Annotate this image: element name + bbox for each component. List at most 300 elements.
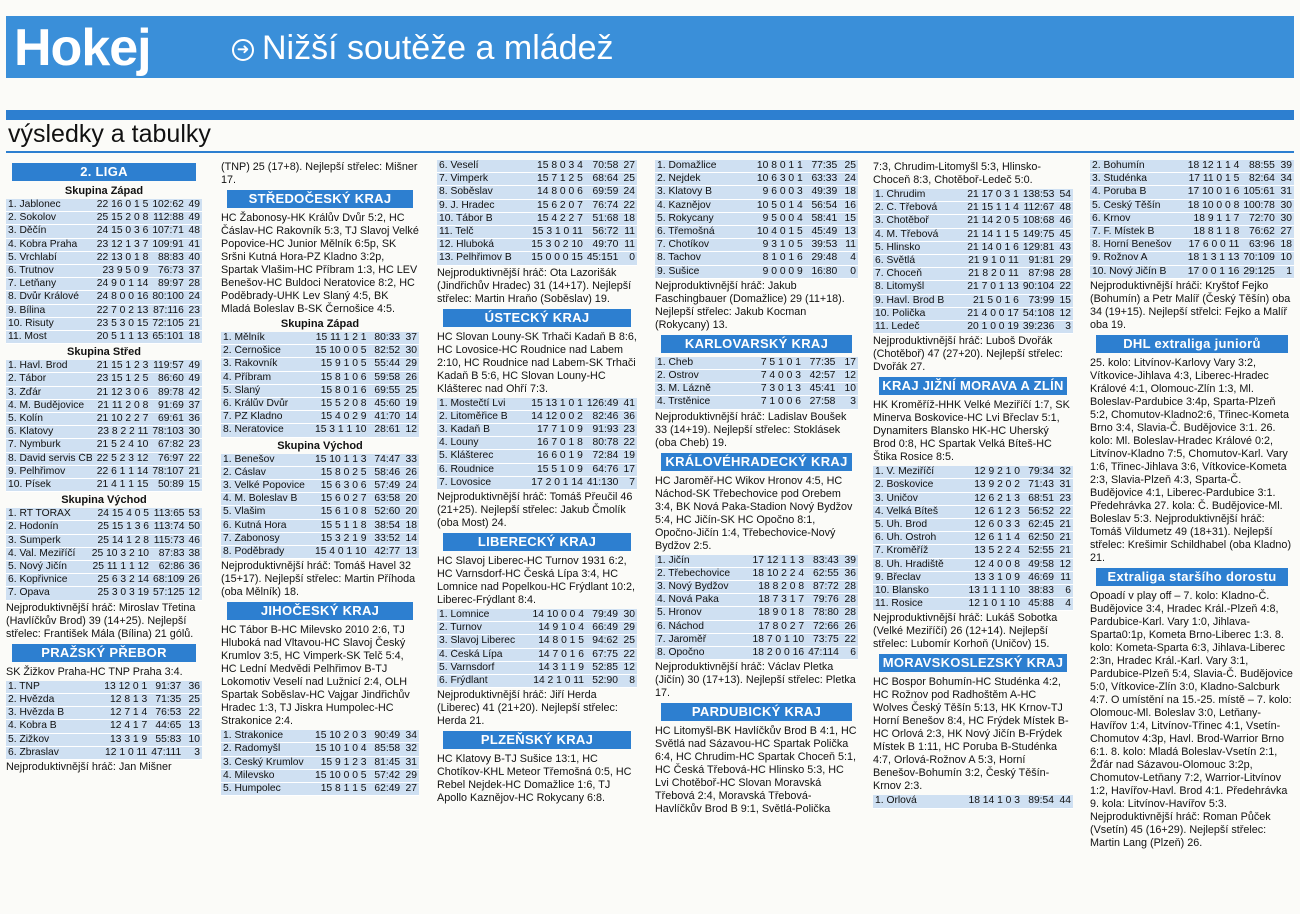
table-row: [6, 399, 202, 412]
table-row: [1090, 226, 1294, 239]
points-cell: 29: [402, 769, 419, 782]
table-row: [6, 291, 202, 304]
region-header: LIBERECKÝ KRAJ: [443, 533, 631, 551]
score-cell: 69:61: [150, 413, 186, 426]
team-name-cell: 2. Ostrov: [655, 370, 744, 383]
record-cell: 14 8 0 1 5: [525, 635, 586, 648]
score-cell: 44:65: [149, 720, 183, 733]
record-cell: 21 8 2 0 11: [961, 268, 1021, 281]
table-row: [437, 635, 637, 648]
record-cell: 7 3 0 1 3: [744, 383, 803, 396]
points-cell: 22: [620, 199, 637, 212]
results-text: HC Litomyšl-BK Havlíčkův Brod B 4:1, HC Světlá nad Sázavou-HC Spartak Polička 6:4, HC Chrudim-HC Spartak Choceň 5:1, HC Česká Třebová-HC Hlinsko 5:3, HC Lvi Chotěboř-HC Slovan Moravská Třebová 2:4, Moravská Třebová-Havlíčkův Brod B 9:1, Světlá-Polička: [655, 725, 857, 816]
team-name-cell: 11. Rosice: [873, 598, 961, 611]
points-cell: 36: [183, 681, 202, 694]
table-row: [1090, 239, 1294, 252]
score-cell: 49:70: [585, 239, 621, 252]
points-cell: 11: [620, 239, 637, 252]
score-cell: 52:85: [586, 661, 620, 674]
standings-table: [437, 609, 637, 688]
score-cell: 56:52: [1022, 505, 1056, 518]
table-row: [6, 534, 202, 547]
table-row: [873, 532, 1073, 545]
points-cell: 21: [1056, 532, 1073, 545]
table-row: [6, 521, 202, 534]
team-name-cell: 6. Klatovy: [6, 426, 92, 439]
table-row: [6, 360, 202, 373]
table-row: [6, 508, 202, 521]
team-name-cell: 2. Sokolov: [6, 212, 92, 225]
record-cell: 12 6 0 3 3: [961, 519, 1022, 532]
table-row: [6, 439, 202, 452]
points-cell: 6: [1056, 585, 1073, 598]
record-cell: 21 12 3 0 6: [92, 386, 150, 399]
points-cell: 42: [186, 386, 202, 399]
team-name-cell: 11. Ledeč: [873, 321, 961, 334]
points-cell: 20: [402, 493, 419, 506]
team-name-cell: 3. Hvězda B: [6, 707, 92, 720]
points-cell: 22: [186, 452, 202, 465]
record-cell: 15 10 2 0 3: [308, 730, 368, 743]
record-cell: 12 6 1 1 4: [961, 532, 1022, 545]
results-text: HC Slavoj Liberec-HC Turnov 1931 6:2, HC Varnsdorf-HC Česká Lípa 3:4, HC Lomnice nad Popelkou-HC Frýdlant 10:2, Liberec-Frýdlant 8:4.: [437, 555, 636, 607]
score-cell: 54:108: [1022, 307, 1055, 319]
record-cell: 15 6 0 2 7: [308, 493, 368, 506]
record-cell: 17 10 0 1 6: [1180, 186, 1242, 199]
points-cell: 32: [1056, 466, 1073, 479]
score-cell: 52:60: [369, 506, 403, 519]
standings-table: [221, 730, 419, 796]
score-cell: 100:78: [1243, 199, 1275, 211]
team-name-cell: 3. Nový Bydžov: [655, 581, 744, 594]
points-cell: 12: [402, 424, 419, 437]
record-cell: 23 15 1 2 5: [92, 373, 150, 386]
table-row: [437, 160, 637, 173]
score-cell: 88:83: [150, 251, 186, 264]
table-row: [437, 661, 637, 674]
record-cell: 22 6 1 1 14: [92, 465, 150, 478]
record-cell: 25 11 1 1 12: [90, 561, 151, 574]
stats-note: Nejproduktivnější hráč: Tomáš Přeučil 46 (21+25). Nejlepší střelec: Jakub Čmolík (oba Most) 24.: [437, 491, 633, 530]
record-cell: 20 5 1 1 13: [92, 331, 150, 344]
score-cell: 82:52: [369, 345, 403, 358]
points-cell: 12: [1056, 558, 1073, 571]
team-name-cell: 2. Černošice: [221, 345, 308, 358]
record-cell: 17 8 0 2 7: [744, 620, 806, 633]
results-text: 25. kolo: Litvínov-Karlovy Vary 3:2, Vítkovice-Jihlava 4:3, Liberec-Hradec Králové 4:1, Olomouc-Zlín 1:3, Ml. Boleslav-Pardubice 3:4p, Sparta-Plzeň 5:2, Chomutov-Kladno2:6, Třinec-Kometa Brno 3:4, Slavia-Č. Budějovice 3:1. 26. kolo: Ml. Boleslav-Hradec Králové 0:2, Litvínov-Kladno 7:5, Chomutov-Karl. Vary 1:6, Třinec-Jihlava 3:6, Vítkovice-Kometa 2:3, Slavia-Plzeň 4:3, Sparta-Č. Budějovice 4:1, Liberec-Pardubice 3:1. Předehrávka 27. kola: Č. Budějovice-Ml. Boleslav 5:3. Nejproduktivnější hráč: Tomáš Vildumetz 49 (18+31). Nejlepší střelec: Krešimir Schildhabel (oba Kladno) 21.: [1090, 356, 1292, 564]
table-row: [437, 437, 637, 450]
points-cell: 10: [837, 383, 858, 396]
team-name-cell: 5. Vlašim: [221, 506, 308, 519]
points-cell: 45: [1056, 228, 1073, 241]
points-cell: 34: [402, 730, 419, 743]
table-row: [221, 398, 419, 411]
region-header: STŘEDOČESKÝ KRAJ: [227, 190, 413, 208]
score-cell: 57:49: [369, 480, 403, 493]
record-cell: 17 2 0 1 14: [525, 476, 585, 489]
table-row: [6, 304, 202, 317]
table-row: [655, 633, 858, 646]
record-cell: 15 5 2 0 8: [308, 398, 368, 411]
score-cell: 74:47: [369, 454, 403, 467]
score-cell: 16:80: [805, 265, 840, 278]
points-cell: 12: [1056, 307, 1073, 320]
page-subtitle: Nižší soutěže a mládež: [262, 29, 614, 67]
score-cell: 52:55: [1022, 545, 1056, 558]
points-cell: 26: [841, 620, 858, 633]
points-cell: 39: [1277, 160, 1294, 173]
points-cell: 14: [402, 411, 419, 424]
team-name-cell: 1. Strakonice: [221, 730, 308, 743]
score-cell: 27:58: [803, 396, 838, 409]
score-cell: 52:90: [586, 675, 620, 688]
record-cell: 21 10 2 2 7: [92, 413, 150, 426]
team-name-cell: 2. Hvězda: [6, 693, 92, 706]
score-cell: 87:116: [150, 304, 186, 317]
team-name-cell: 3. Uničov: [873, 492, 961, 505]
record-cell: 15 4 2 2 7: [525, 212, 585, 225]
points-cell: 19: [620, 450, 637, 463]
team-name-cell: 6. Zbraslav: [6, 746, 92, 759]
points-cell: 37: [186, 265, 202, 278]
record-cell: 15 5 1 0 9: [525, 463, 585, 476]
points-cell: 23: [186, 304, 202, 317]
record-cell: 16 7 0 1 8: [525, 437, 585, 450]
score-cell: 77:35: [803, 357, 838, 370]
score-cell: 109:91: [152, 238, 184, 250]
points-cell: 24: [402, 480, 419, 493]
score-cell: 129:81: [1022, 241, 1055, 253]
record-cell: 17 6 0 0 11: [1180, 239, 1242, 252]
record-cell: 22 16 0 1 5: [92, 199, 150, 212]
score-cell: 46:69: [1022, 571, 1056, 584]
record-cell: 17 11 0 1 5: [1180, 173, 1242, 186]
table-row: [655, 370, 858, 383]
record-cell: 14 2 1 0 11: [525, 675, 586, 688]
points-cell: 24: [839, 173, 858, 186]
points-cell: 29: [1056, 255, 1073, 268]
points-cell: 22: [1056, 505, 1073, 518]
score-cell: 76:74: [585, 199, 621, 212]
score-cell: 28:61: [369, 424, 403, 437]
table-row: [6, 574, 202, 587]
points-cell: 3: [837, 396, 858, 409]
score-cell: 69:59: [585, 186, 621, 199]
team-name-cell: 3. Český Krumlov: [221, 756, 308, 769]
score-cell: 57:42: [369, 769, 403, 782]
record-cell: 15 8 1 1 5: [308, 783, 368, 796]
points-cell: 18: [402, 519, 419, 532]
record-cell: 15 6 1 0 8: [308, 506, 368, 519]
points-cell: 22: [183, 707, 202, 720]
points-cell: 31: [1056, 479, 1073, 492]
points-cell: 30: [186, 426, 202, 439]
table-row: [6, 561, 202, 574]
table-row: [873, 255, 1073, 268]
team-name-cell: 10. Nový Jičín B: [1090, 265, 1180, 278]
record-cell: 25 15 2 0 8: [92, 212, 150, 225]
score-cell: 45:60: [369, 398, 403, 411]
region-header: KARLOVARSKÝ KRAJ: [661, 335, 852, 353]
team-name-cell: 4. Velká Bíteš: [873, 505, 961, 518]
team-name-cell: 7. Jaroměř: [655, 633, 744, 646]
points-cell: 41: [620, 398, 637, 411]
table-row: [221, 769, 419, 782]
score-cell: 70:58: [585, 160, 621, 173]
score-cell: 89:97: [150, 278, 186, 291]
team-name-cell: 9. Břeclav: [873, 571, 961, 584]
points-cell: 26: [402, 466, 419, 479]
table-row: [873, 321, 1073, 334]
standings-table: [221, 332, 419, 438]
team-name-cell: 8. Uh. Hradiště: [873, 558, 961, 571]
record-cell: 15 8 0 3 4: [525, 160, 585, 173]
score-cell: 113:65: [151, 508, 187, 521]
team-name-cell: 6. Kopřivnice: [6, 574, 90, 587]
table-row: [221, 358, 419, 371]
team-name-cell: 2. Tábor: [6, 373, 92, 386]
score-cell: 38:83: [1022, 585, 1056, 598]
record-cell: 21 14 0 1 6: [961, 241, 1021, 254]
points-cell: 11: [620, 226, 637, 239]
stats-note: Nejproduktivnější hráč: Jiří Herda (Liberec) 41 (21+20). Nejlepší střelec: Herda 21.: [437, 689, 618, 728]
score-cell: 76:53: [149, 707, 183, 720]
group-title: Skupina Střed: [67, 346, 141, 359]
points-cell: 46: [1056, 215, 1073, 228]
team-name-cell: 5. Hronov: [655, 607, 744, 620]
points-cell: 23: [186, 439, 202, 452]
points-cell: 41: [186, 238, 202, 251]
record-cell: 10 8 0 1 1: [744, 160, 804, 173]
record-cell: 21 7 0 1 13: [961, 281, 1021, 294]
score-cell: 45:151: [586, 252, 619, 264]
record-cell: 24 15 4 0 5: [90, 508, 151, 521]
table-row: [6, 547, 202, 560]
record-cell: 15 9 1 0 5: [308, 358, 368, 371]
score-cell: 42:77: [369, 546, 403, 559]
score-cell: 39:53: [805, 239, 840, 252]
score-cell: 68:51: [1022, 492, 1056, 505]
points-cell: 15: [1056, 294, 1073, 307]
team-name-cell: 8. Dvůr Králové: [6, 291, 92, 304]
team-name-cell: 2. Radomyšl: [221, 743, 308, 756]
record-cell: 15 6 2 0 7: [525, 199, 585, 212]
team-name-cell: 5. Hlinsko: [873, 241, 961, 254]
points-cell: 28: [841, 594, 858, 607]
team-name-cell: 4. Kaznějov: [655, 199, 744, 212]
group-title: Skupina Východ: [61, 494, 147, 507]
team-name-cell: 8. Opočno: [655, 647, 744, 660]
score-cell: 56:72: [585, 226, 621, 239]
team-name-cell: 6. Veselí: [437, 160, 525, 173]
points-cell: 36: [841, 567, 858, 580]
team-name-cell: 6. Roudnice: [437, 463, 525, 476]
table-row: [221, 384, 419, 397]
team-name-cell: 10. Řisuty: [6, 317, 92, 330]
arrow-right-icon: ➜: [232, 39, 254, 61]
score-cell: 90:104: [1022, 281, 1055, 293]
team-name-cell: 9. J. Hradec: [437, 199, 525, 212]
record-cell: 18 8 1 1 8: [1180, 226, 1242, 239]
score-cell: 107:71: [152, 225, 184, 237]
score-cell: 51:68: [585, 212, 621, 225]
team-name-cell: 7. Opava: [6, 587, 90, 600]
table-row: [655, 239, 858, 252]
table-row: [655, 173, 858, 186]
record-cell: 21 9 1 0 11: [961, 255, 1021, 268]
results-text: Opoadí v play off – 7. kolo: Kladno-Č. Budějovice 3:4, Hradec Král.-Plzeň 4:8, Pardubice-Karl. Vary 1:0, Jihlava-Sparta0:1p, Kometa Brno-Liberec 1:3. 8. kolo: Kometa-Sparta 6:3, Jihlava-Liberec 2:3n, Hradec Král.-Karl. Vary 3:1, Pardubice-Plzeň 5:4, Slavia-Č. Budějovice 5:0, Vítkovice-Zlín 3:0, Kladno-Salcburk 4:7. O umístění na 15.-25. místě – 7. kolo: Olomouc-Ml. Boleslav 3:0, Letňany-Havířov 1:4, Litvínov-Třinec 4:1, Vsetín-Chomutov 4:3p, Havl. Brod-Warrior Brno 6:1. 8. kolo: Mladá Boleslav-Vsetín 2:1, Žďár nad Sázavou-Olomouc 3:2p, Chomutov-Letňany 7:2, Warrior-Litvínov 1:2, Havířov-Havl. Brod 4:1. Předehrávka 9. kola: Litvínov-Havířov 5:3. Nejproduktivnější hráč: Roman Půček (Vsetín) 45 (16+29). Nejlepší střelec: Martin Lang (Plzeň) 26.: [1090, 589, 1293, 849]
points-cell: 31: [402, 756, 419, 769]
points-cell: 49: [186, 199, 202, 212]
score-cell: 76:97: [150, 452, 186, 465]
team-name-cell: 3. Děčín: [6, 225, 92, 238]
stats-note: Nejproduktivnější hráč: Václav Pletka (Jičín) 30 (17+13). Nejlepší střelec: Pletka 17.: [655, 661, 856, 700]
points-cell: 16: [839, 199, 858, 212]
header-banner: [6, 16, 1294, 78]
score-cell: 72:105: [152, 317, 184, 329]
team-name-cell: 5. Český Těšín: [1090, 199, 1180, 212]
team-name-cell: 3. Klatovy B: [655, 186, 744, 199]
table-row: [873, 189, 1073, 202]
points-cell: 27: [1277, 226, 1294, 239]
score-cell: 57:125: [153, 587, 185, 599]
table-row: [437, 173, 637, 186]
record-cell: 15 4 0 2 9: [308, 411, 368, 424]
table-row: [437, 398, 637, 411]
score-cell: 89:54: [1022, 795, 1056, 808]
points-cell: 40: [186, 251, 202, 264]
record-cell: 22 13 0 1 8: [92, 251, 150, 264]
team-name-cell: 4. M. Třebová: [873, 228, 961, 241]
record-cell: 22 7 0 2 13: [92, 304, 150, 317]
record-cell: 18 9 0 1 8: [744, 607, 806, 620]
team-name-cell: 3. Šumperk: [6, 534, 90, 547]
table-row: [873, 795, 1073, 808]
team-name-cell: 6. Krnov: [1090, 212, 1180, 225]
table-row: [873, 519, 1073, 532]
score-cell: 62:55: [806, 567, 841, 580]
score-cell: 113:74: [151, 521, 187, 534]
standings-table: [873, 795, 1073, 808]
record-cell: 25 14 1 2 8: [90, 534, 151, 547]
table-row: [655, 620, 858, 633]
team-name-cell: 1. Mostečtí Lvi: [437, 398, 525, 411]
column-5: [873, 160, 1073, 914]
team-name-cell: 8. Tachov: [655, 252, 744, 265]
score-cell: 76:62: [1241, 226, 1277, 239]
score-cell: 80:78: [585, 437, 621, 450]
score-cell: 69:55: [369, 384, 403, 397]
team-name-cell: 5. Nový Jičín: [6, 561, 90, 574]
score-cell: 80:33: [369, 332, 403, 345]
table-row: [873, 466, 1073, 479]
points-cell: 3: [183, 746, 202, 759]
record-cell: 13 12 0 1: [92, 681, 149, 694]
stats-note: Nejproduktivnější hráči: Kryštof Fejko (Bohumín) a Petr Malíř (Český Těšín) oba 34 (19+15). Nejlepší střelci: Fejko a Malíř oba 19.: [1090, 279, 1291, 331]
team-name-cell: 4. Trstěnice: [655, 396, 744, 409]
team-name-cell: 1. Havl. Brod: [6, 360, 92, 373]
points-cell: 33: [402, 454, 419, 467]
team-name-cell: 4. Příbram: [221, 371, 308, 384]
team-name-cell: 4. Česká Lípa: [437, 648, 525, 661]
score-cell: 70:109: [1243, 252, 1275, 264]
table-row: [6, 225, 202, 238]
table-row: [221, 345, 419, 358]
score-cell: 81:45: [369, 756, 403, 769]
group-title: Skupina Východ: [277, 439, 363, 452]
points-cell: 21: [1056, 545, 1073, 558]
results-text: HC Bospor Bohumín-HC Studénka 4:2, HC Rožnov pod Radhoštěm A-HC Wolves Český Těšín 5:13, HK Krnov-TJ Horní Benešov 8:4, HC Frýdek Místek B-HC Orlová 2:3, HK Nový Jičín B-Frýdek Místek B 1:11, HC Poruba B-Studénka 4:7, Orlová-Rožnov A 5:3, Horní Benešov-Bohumín 3:2, Český Těšín-Krnov 2:3.: [873, 676, 1069, 793]
stats-note: Nejproduktivnější hráč: Luboš Dvořák (Chotěboř) 47 (27+20). Nejlepší střelec: Dvořák 27.: [873, 335, 1063, 374]
score-cell: 29:48: [805, 252, 840, 265]
table-row: [873, 268, 1073, 281]
points-cell: 22: [620, 437, 637, 450]
team-name-cell: 5. Varnsdorf: [437, 661, 525, 674]
table-row: [437, 648, 637, 661]
score-cell: 76:73: [150, 265, 186, 278]
team-name-cell: 3. Chotěboř: [873, 215, 961, 228]
points-cell: 34: [1277, 173, 1294, 186]
team-name-cell: 10. Písek: [6, 479, 92, 492]
points-cell: 22: [620, 648, 637, 661]
team-name-cell: 2. Litoměřice B: [437, 410, 525, 423]
score-cell: 67:82: [150, 439, 186, 452]
record-cell: 14 9 1 0 4: [525, 622, 586, 635]
region-header: JIHOČESKÝ KRAJ: [227, 602, 413, 620]
score-cell: 105:61: [1243, 186, 1275, 198]
team-name-cell: 7. PZ Kladno: [221, 411, 308, 424]
points-cell: 28: [1056, 268, 1073, 281]
points-cell: 49: [186, 373, 202, 386]
table-row: [655, 265, 858, 278]
team-name-cell: 4. Milevsko: [221, 769, 308, 782]
record-cell: 10 6 3 0 1: [744, 173, 804, 186]
record-cell: 12 7 1 4: [92, 707, 149, 720]
team-name-cell: 2. Č. Třebová: [873, 202, 961, 215]
team-name-cell: 7. Choceň: [873, 268, 961, 281]
record-cell: 21 4 1 1 15: [92, 479, 150, 492]
score-cell: 63:58: [369, 493, 403, 506]
points-cell: 26: [188, 574, 200, 586]
team-name-cell: 3. M. Lázně: [655, 383, 744, 396]
score-cell: 102:62: [152, 199, 184, 210]
team-name-cell: 1. Jablonec: [6, 199, 92, 212]
team-name-cell: 3. Slavoj Liberec: [437, 635, 525, 648]
table-row: [437, 476, 637, 489]
table-row: [1090, 252, 1294, 265]
team-name-cell: 1. Domažlice: [655, 160, 744, 173]
record-cell: 15 3 1 0 11: [525, 226, 585, 239]
team-name-cell: 12. Hluboká: [437, 239, 525, 252]
points-cell: 39: [841, 555, 858, 568]
score-cell: 78:103: [152, 426, 184, 438]
table-row: [6, 720, 202, 733]
score-cell: 41:130: [586, 476, 619, 488]
team-name-cell: 1. RT TORAX: [6, 508, 90, 521]
table-row: [1090, 173, 1294, 186]
league-header: 2. LIGA: [12, 163, 196, 181]
table-row: [873, 505, 1073, 518]
table-row: [221, 743, 419, 756]
record-cell: 14 3 1 1 9: [525, 661, 586, 674]
team-name-cell: 8. Horní Benešov: [1090, 239, 1180, 252]
points-cell: 13: [183, 720, 202, 733]
table-row: [655, 581, 858, 594]
points-cell: 54: [1056, 189, 1073, 202]
score-cell: 82:64: [1241, 173, 1277, 186]
record-cell: 14 8 0 0 6: [525, 186, 585, 199]
record-cell: 15 10 0 0 5: [308, 769, 368, 782]
